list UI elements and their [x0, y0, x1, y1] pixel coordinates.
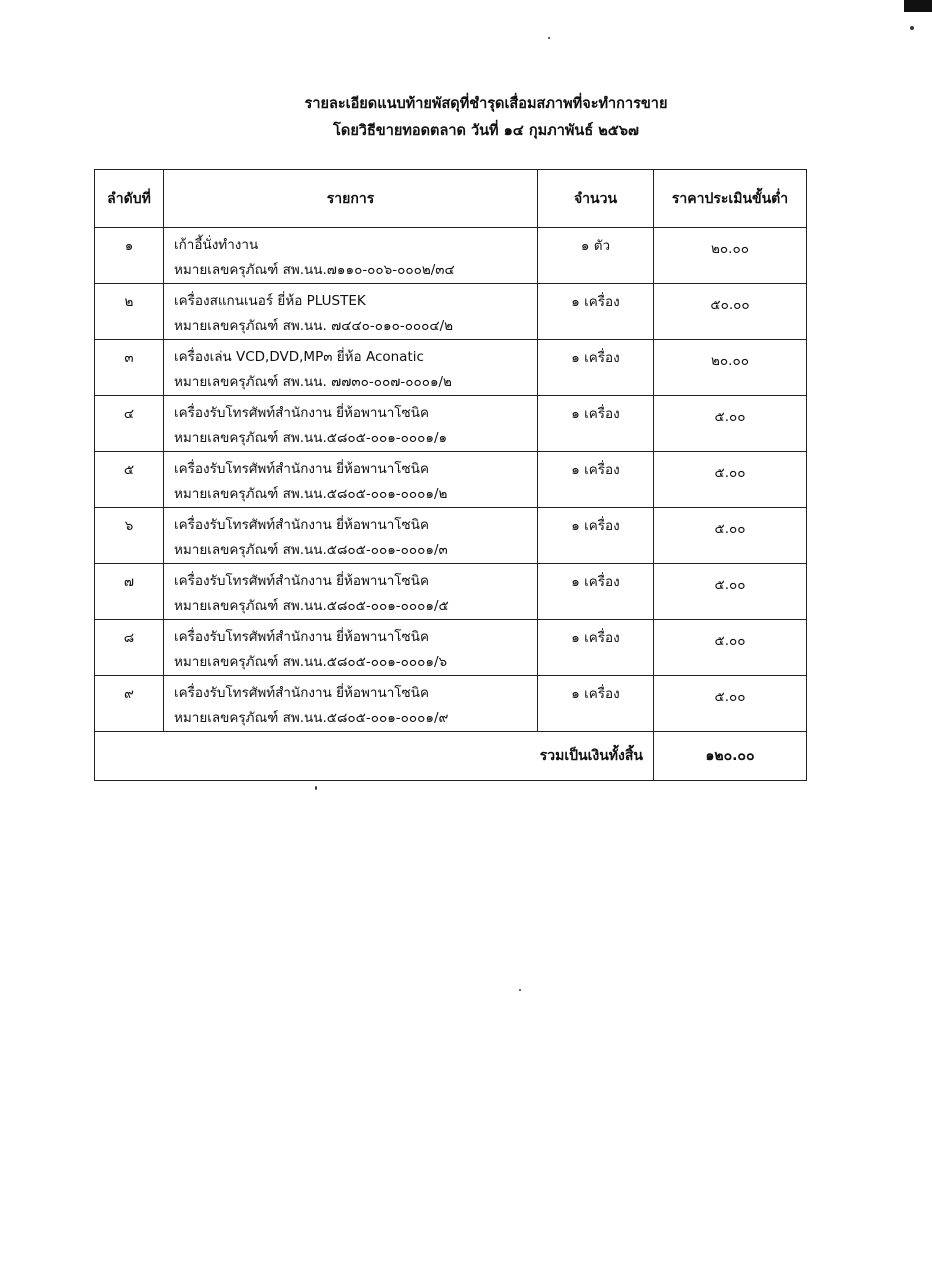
- table-row: [95, 396, 807, 452]
- row-price: ๕.๐๐: [654, 396, 807, 452]
- table-row: [95, 676, 807, 732]
- row-quantity: ๑ เครื่อง: [538, 508, 654, 564]
- column-header-number: ลำดับที่: [95, 170, 164, 228]
- row-quantity: ๑ เครื่อง: [538, 284, 654, 340]
- row-description: [164, 620, 538, 676]
- scan-edge-mark: [904, 0, 932, 12]
- row-quantity: ๑ เครื่อง: [538, 676, 654, 732]
- row-price: ๕๐.๐๐: [654, 284, 807, 340]
- table-row: [95, 340, 807, 396]
- column-header-item: รายการ: [164, 170, 538, 228]
- row-quantity: ๑ เครื่อง: [538, 620, 654, 676]
- row-description: [164, 396, 538, 452]
- asset-number: หมายเลขครุภัณฑ์ สพ.นน. ๗๗๓๐-๐๐๗-๐๐๐๑/๒: [174, 374, 452, 390]
- table-row: [95, 564, 807, 620]
- item-name: เครื่องรับโทรศัพท์สำนักงาน ยี่ห้อพานาโซนิค: [174, 573, 429, 589]
- asset-number: หมายเลขครุภัณฑ์ สพ.นน.๕๘๐๕-๐๐๑-๐๐๐๑/๕: [174, 598, 449, 614]
- asset-number: หมายเลขครุภัณฑ์ สพ.นน.๕๘๐๕-๐๐๑-๐๐๐๑/๒: [174, 486, 448, 502]
- asset-number: หมายเลขครุภัณฑ์ สพ.นน.๗๑๑๐-๐๐๖-๐๐๐๒/๓๔: [174, 262, 455, 278]
- item-name: เครื่องรับโทรศัพท์สำนักงาน ยี่ห้อพานาโซนิค: [174, 405, 429, 421]
- item-name: เก้าอี้นั่งทำงาน: [174, 237, 259, 253]
- row-description: [164, 508, 538, 564]
- item-name: เครื่องรับโทรศัพท์สำนักงาน ยี่ห้อพานาโซนิค: [174, 517, 429, 533]
- scan-speck: [315, 786, 317, 790]
- row-number: ๒: [95, 284, 164, 340]
- row-quantity: ๑ เครื่อง: [538, 340, 654, 396]
- row-quantity: ๑ ตัว: [538, 228, 654, 284]
- row-number: ๙: [95, 676, 164, 732]
- column-header-min-price: ราคาประเมินขั้นต่ำ: [654, 170, 807, 228]
- row-quantity: ๑ เครื่อง: [538, 396, 654, 452]
- asset-number: หมายเลขครุภัณฑ์ สพ.นน.๕๘๐๕-๐๐๑-๐๐๐๑/๙: [174, 710, 449, 726]
- asset-table: [94, 169, 807, 781]
- table-row: [95, 228, 807, 284]
- asset-number: หมายเลขครุภัณฑ์ สพ.นน.๕๘๐๕-๐๐๑-๐๐๐๑/๑: [174, 430, 448, 446]
- row-number: ๘: [95, 620, 164, 676]
- item-name: เครื่องเล่น VCD,DVD,MP๓ ยี่ห้อ Aconatic: [174, 349, 424, 365]
- table-row: [95, 620, 807, 676]
- total-label: รวมเป็นเงินทั้งสิ้น: [95, 732, 654, 781]
- row-description: [164, 676, 538, 732]
- row-price: ๕.๐๐: [654, 564, 807, 620]
- asset-number: หมายเลขครุภัณฑ์ สพ.นน. ๗๔๔๐-๐๑๐-๐๐๐๔/๒: [174, 318, 454, 334]
- item-name: เครื่องรับโทรศัพท์สำนักงาน ยี่ห้อพานาโซนิค: [174, 461, 429, 477]
- row-description: [164, 452, 538, 508]
- table-row: [95, 508, 807, 564]
- row-price: ๕.๐๐: [654, 620, 807, 676]
- row-number: ๕: [95, 452, 164, 508]
- row-quantity: ๑ เครื่อง: [538, 452, 654, 508]
- row-description: [164, 340, 538, 396]
- item-name: เครื่องสแกนเนอร์ ยี่ห้อ PLUSTEK: [174, 293, 366, 309]
- row-number: ๔: [95, 396, 164, 452]
- row-price: ๕.๐๐: [654, 452, 807, 508]
- row-price: ๕.๐๐: [654, 508, 807, 564]
- row-description: [164, 564, 538, 620]
- row-price: ๒๐.๐๐: [654, 228, 807, 284]
- item-name: เครื่องรับโทรศัพท์สำนักงาน ยี่ห้อพานาโซนิค: [174, 629, 429, 645]
- table-row: [95, 284, 807, 340]
- row-description: [164, 228, 538, 284]
- row-number: ๑: [95, 228, 164, 284]
- scan-speck: [548, 37, 550, 39]
- item-name: เครื่องรับโทรศัพท์สำนักงาน ยี่ห้อพานาโซนิค: [174, 685, 429, 701]
- total-row: [95, 732, 807, 781]
- row-number: ๗: [95, 564, 164, 620]
- total-value: ๑๒๐.๐๐: [654, 732, 807, 781]
- scan-speck: [519, 989, 521, 991]
- row-quantity: ๑ เครื่อง: [538, 564, 654, 620]
- row-price: ๕.๐๐: [654, 676, 807, 732]
- asset-number: หมายเลขครุภัณฑ์ สพ.นน.๕๘๐๕-๐๐๑-๐๐๐๑/๓: [174, 542, 448, 558]
- row-price: ๒๐.๐๐: [654, 340, 807, 396]
- table-row: [95, 452, 807, 508]
- table-header-row: [95, 170, 807, 228]
- scan-speck: [910, 26, 914, 30]
- column-header-quantity: จำนวน: [538, 170, 654, 228]
- row-number: ๖: [95, 508, 164, 564]
- row-number: ๓: [95, 340, 164, 396]
- document-subtitle: โดยวิธีขายทอดตลาด วันที่ ๑๔ กุมภาพันธ์ ๒๕๖๗: [333, 123, 639, 139]
- document-title: รายละเอียดแนบท้ายพัสดุที่ชำรุดเสื่อมสภาพที่จะทำการขาย: [304, 96, 668, 112]
- row-description: [164, 284, 538, 340]
- asset-number: หมายเลขครุภัณฑ์ สพ.นน.๕๘๐๕-๐๐๑-๐๐๐๑/๖: [174, 654, 448, 670]
